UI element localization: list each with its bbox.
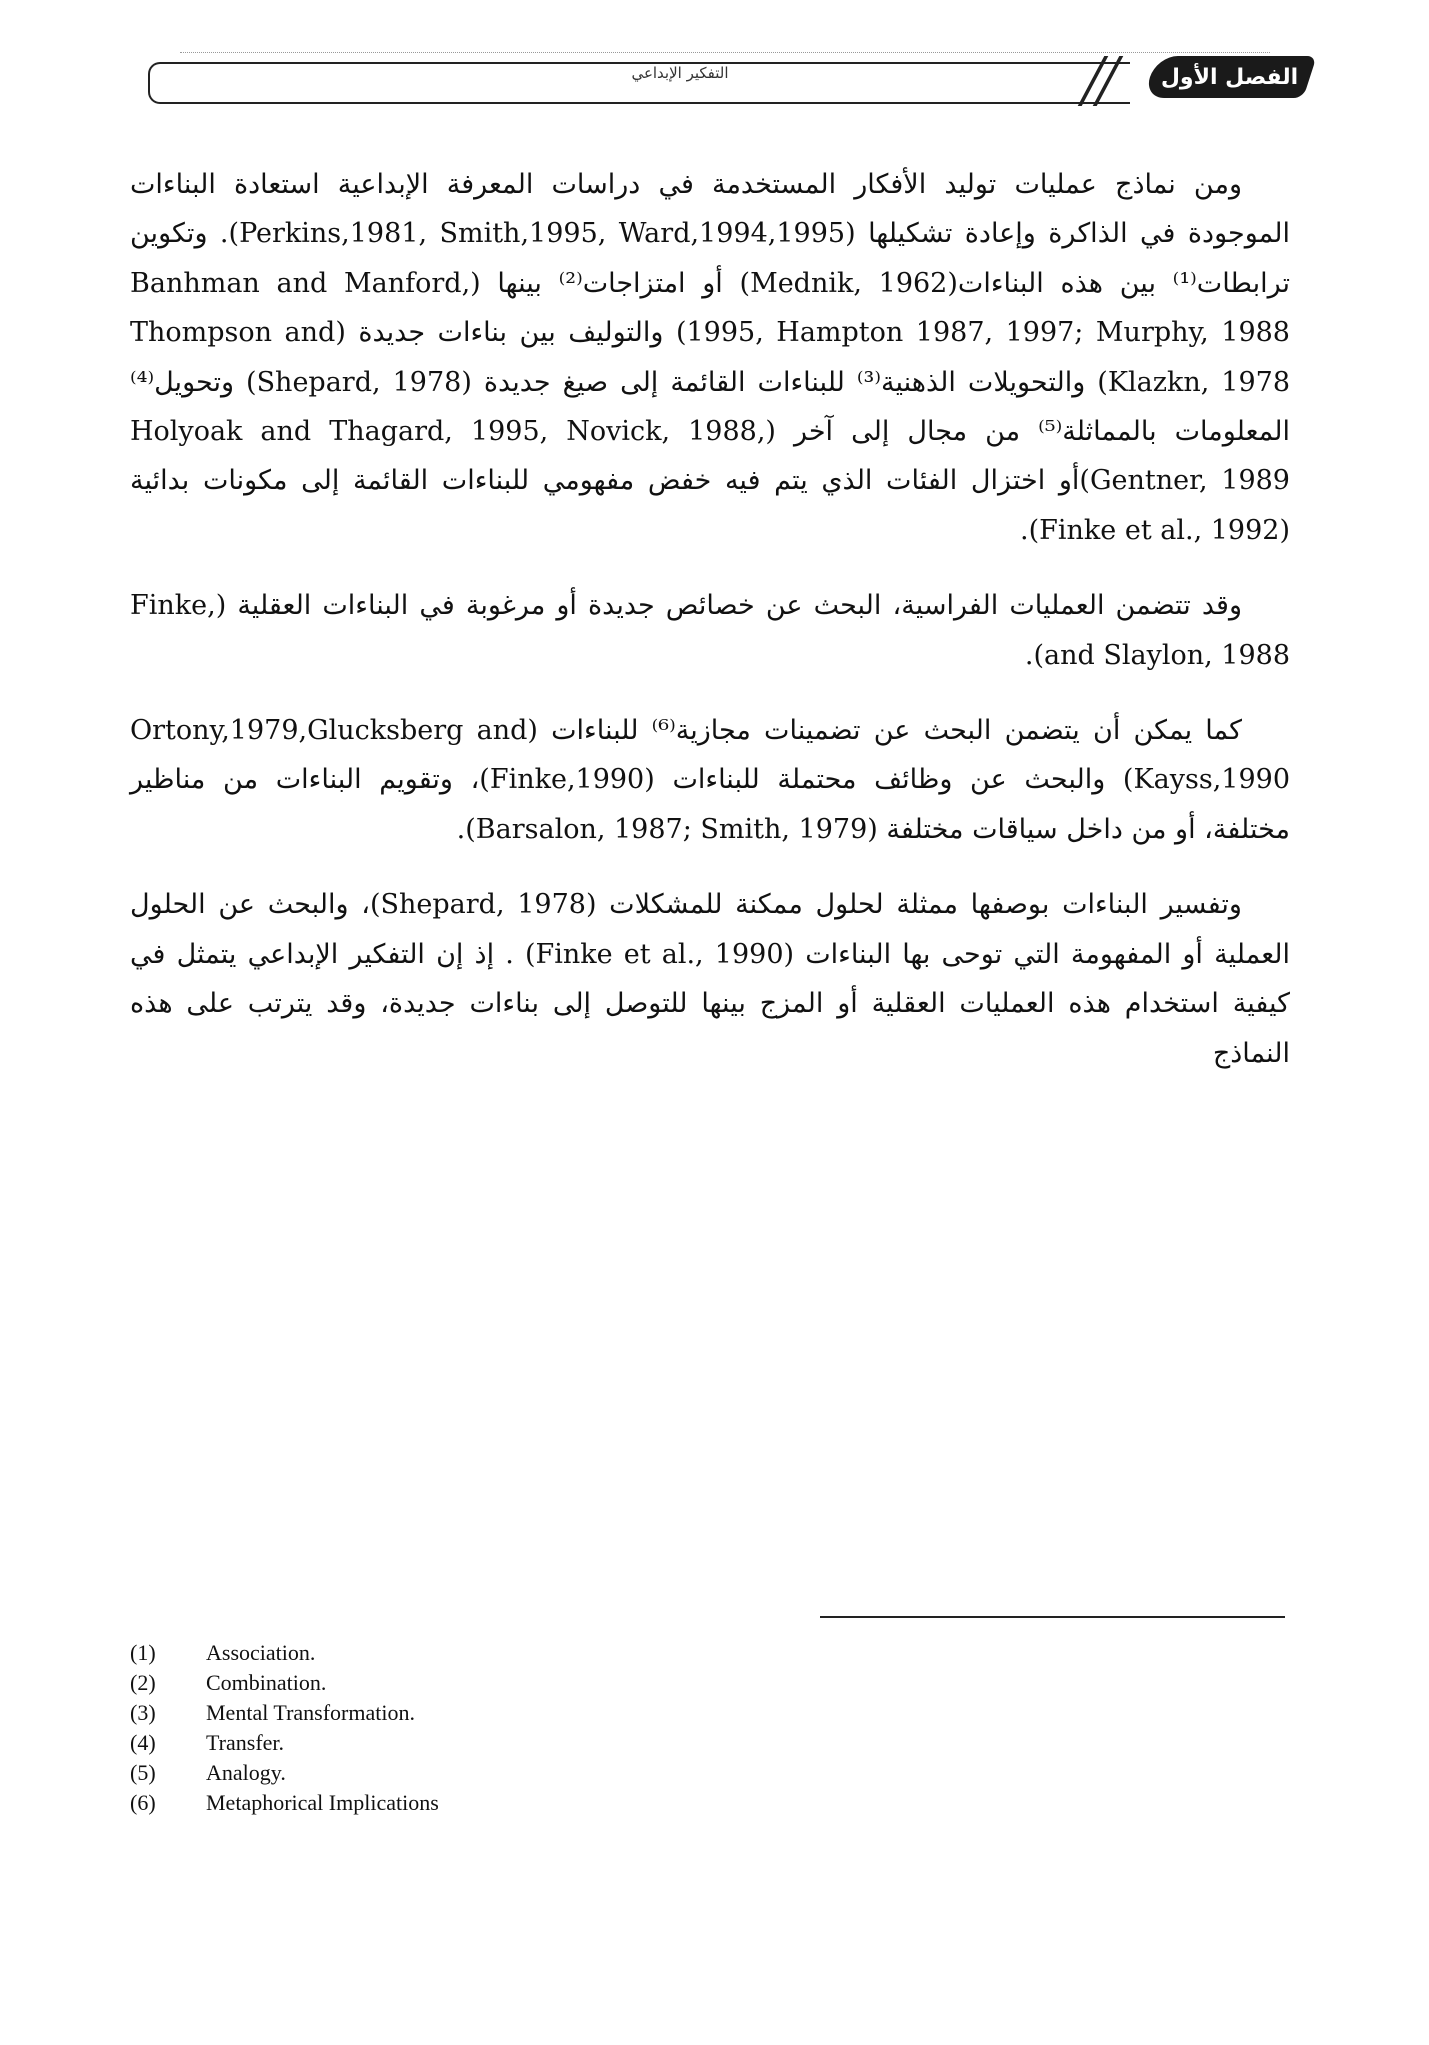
footnote-number: (4) [130,1730,156,1755]
footnotes [130,1638,730,1818]
footnote-text: Analogy. [206,1760,286,1785]
body-text [130,160,1290,1078]
footnote-divider [820,1616,1285,1618]
footnote-text: Metaphorical Implications [206,1790,439,1815]
paragraph: وتفسير البناءات بوصفها ممثلة لحلول ممكنة للمشكلات (Shepard, 1978)، والبحث عن الحلول العملية أو المفهومة التي توحى بها البناءات (Finke et al., 1990) . إذ إن التفكير الإبداعي يتمثل في كيفية استخدام هذه العمليات العقلية أو المزج بينها للتوصل إلى بناءات جديدة، وقد يترتب على هذه النماذج [130,889,1290,1069]
footnote-number: (2) [130,1670,156,1695]
footnote-item [130,1668,730,1698]
footnote-number: (5) [130,1760,156,1785]
paragraph: كما يمكن أن يتضمن البحث عن تضمينات مجازية⁽⁶⁾ للبناءات (Ortony,1979,Glucksberg and Kayss,1990) والبحث عن وظائف محتملة للبناءات (Finke,1990)، وتقويم البناءات من مناظير مختلفة، أو من داخل سياقات مختلفة (Barsalon, 1987; Smith, 1979). [130,715,1290,845]
footnote-text: Combination. [206,1670,327,1695]
footnote-number: (3) [130,1700,156,1725]
footnote-item [130,1638,730,1668]
paragraph: وقد تتضمن العمليات الفراسية، البحث عن خصائص جديدة أو مرغوبة في البناءات العقلية (Finke, and Slaylon, 1988). [130,590,1290,671]
footnote-item [130,1728,730,1758]
paragraph: ومن نماذج عمليات توليد الأفكار المستخدمة في دراسات المعرفة الإبداعية استعادة البناءات الموجودة في الذاكرة وإعادة تشكيلها (Perkins,1981, Smith,1995, Ward,1994,1995). وتكوين ترابطات⁽¹⁾ بين هذه البناءات(Mednik, 1962) أو امتزاجات⁽²⁾ بينها (Banhman and Manford, 1995, Hampton 1987, 1997; Murphy, 1988) والتوليف بين بناءات جديدة (Thompson and Klazkn, 1978) والتحويلات الذهنية⁽³⁾ للبناءات القائمة إلى صيغ جديدة (Shepard, 1978) وتحويل⁽⁴⁾ المعلومات بالمماثلة⁽⁵⁾ من مجال إلى آخر (Holyoak and Thagard, 1995, Novick, 1988, Gentner, 1989)أو اختزال الفئات الذي يتم فيه خفض مفهومي للبناءات القائمة إلى مكونات بدائية (Finke et al., 1992). [130,169,1291,546]
footnote-text: Transfer. [206,1730,285,1755]
footnote-number: (1) [130,1640,156,1665]
footnote-number: (6) [130,1790,156,1815]
footnote-item [130,1698,730,1728]
footnote-item [130,1788,730,1818]
chapter-badge-label: الفصل الأول [1161,64,1299,90]
page-header [140,52,1310,104]
footnote-text: Mental Transformation. [206,1700,415,1725]
footnote-item [130,1758,730,1788]
footnote-text: Association. [206,1640,316,1665]
header-dotted-line [180,52,1270,53]
chapter-badge [1143,56,1317,98]
running-title: التفكير الإبداعي [631,64,729,82]
